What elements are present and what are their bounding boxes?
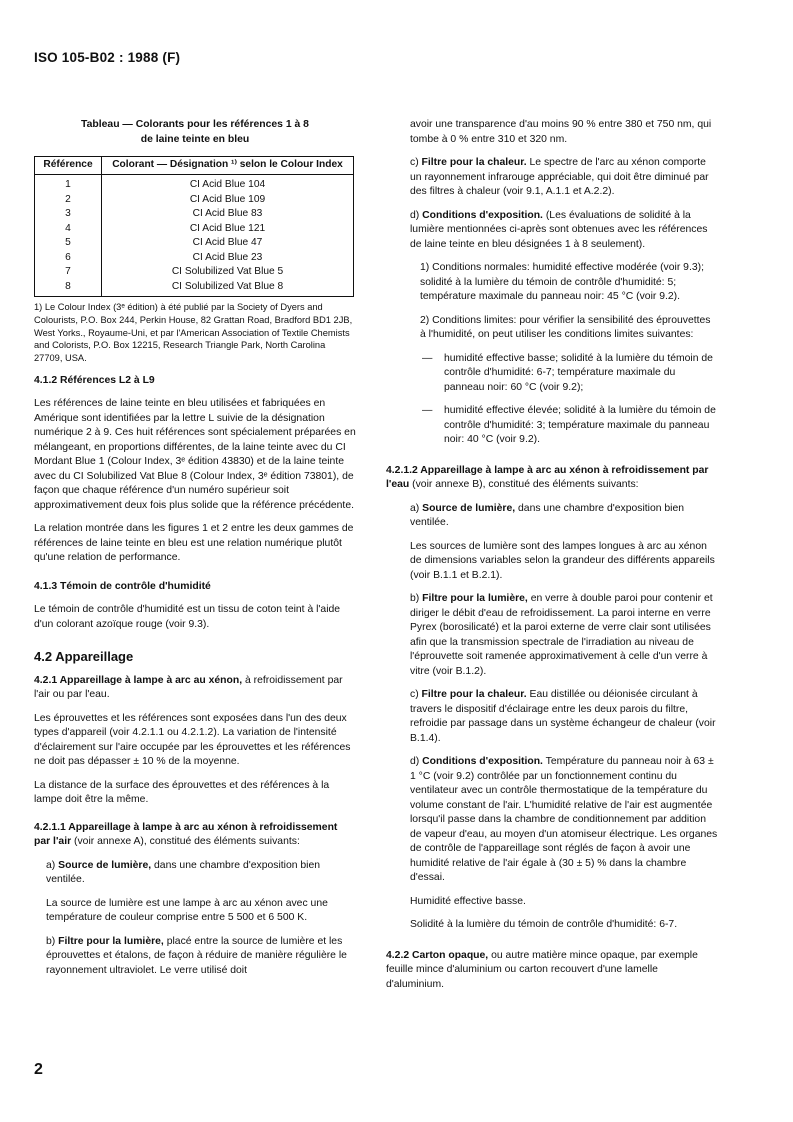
section-4-2-1-1-paragraph — [34, 821, 356, 850]
item-a-paragraph: Les sources de lumière sont des lampes longues à arc au xénon de dimensions variables selon la grandeur des différents appareils (voir B.1.1 et B.2.1). — [410, 540, 715, 581]
item-b-continuation: avoir une transparence d'au moins 90 % entre 380 et 750 nm, qui tombe à 0 % entre 310 et 320 nm. — [410, 119, 712, 145]
table-cell-dye: CI Acid Blue 23 — [102, 251, 354, 266]
table-cell-dye: CI Acid Blue 47 — [102, 236, 354, 251]
table-row — [35, 193, 354, 208]
item-label: b) — [410, 593, 423, 604]
section-4-1-2-title: 4.1.2 Références L2 à L9 — [34, 374, 155, 386]
item-d-paragraph: Humidité effective basse. — [410, 895, 526, 907]
table-cell-dye: CI Acid Blue 104 — [102, 175, 354, 193]
item-a — [398, 502, 718, 531]
dash-text: humidité effective basse; solidité à la lumière du témoin de contrôle d'humidité: 6-7; température maximale du panneau noir: 60 °C (voir 9.2); — [444, 352, 713, 393]
table-caption-line1: Tableau — Colorants pour les références 1 à 8 — [81, 119, 309, 130]
section-4-2-2-text: ou autre matière mince opaque, par exemple feuille mince d'aluminium ou carton recouvert d'une lamelle d'aluminium. — [386, 949, 698, 990]
item-term: Filtre pour la chaleur. — [421, 689, 527, 700]
item-term: Conditions d'exposition. — [422, 756, 543, 767]
table-row — [35, 265, 354, 280]
section-4-2-2-paragraph — [386, 949, 718, 993]
dash-item — [398, 404, 718, 448]
table-cell-dye: CI Acid Blue 121 — [102, 222, 354, 237]
table-caption-line2: de laine teinte en bleu — [140, 133, 250, 145]
document-header: ISO 105-B02 : 1988 (F) — [34, 50, 181, 65]
item-term: Filtre pour la lumière, — [58, 935, 164, 947]
item-term: Filtre pour la chaleur. — [421, 157, 527, 168]
item-label: d) — [410, 756, 423, 767]
table-cell-ref: 4 — [35, 222, 102, 237]
section-4-2-1-1-text: (voir annexe A), constitué des éléments suivants: — [71, 836, 300, 848]
table-header-reference: Référence — [35, 157, 102, 175]
section-4-2-paragraph: Les éprouvettes et les références sont exposées dans l'un des deux types d'appareil (voir 4.2.1.1 ou 4.2.1.2). La variation de l'intensité d'éclairement sur l'aire occupée par les éprouvettes et les références ne doit pas dépasser ± 10 % de la moyenne. — [34, 712, 351, 768]
item-d-paragraph: Solidité à la lumière du témoin de contrôle d'humidité: 6-7. — [410, 919, 678, 930]
item-term: Conditions d'exposition. — [422, 209, 543, 221]
table-caption — [34, 118, 356, 147]
item-d — [398, 755, 718, 886]
item-text: placé entre la source de lumière et les éprouvettes et étalons, de façon à réduire de manière régulière le rayonnement ultraviolet. Le verre utilisé doit — [46, 935, 347, 976]
condition-normal: 1) Conditions normales: humidité effective modérée (voir 9.3); solidité à la lumière du témoin de contrôle d'humidité: 5; température maximale du panneau noir: 45 °C (voir 9.2). — [420, 262, 704, 302]
left-column — [34, 118, 356, 987]
dash-mark: — — [422, 405, 433, 416]
section-4-2-1-2-text: (voir annexe B), constitué des éléments suivants: — [409, 479, 639, 490]
section-4-2-2-title: 4.2.2 Carton opaque, — [386, 949, 489, 961]
item-text: Température du panneau noir à 63 ± 1 °C (voir 9.2) contrôlée par un fonctionnement continu du ventilateur avec un contrôle thermostatique de la température du volume constant de l'air. L'humidité relative de l'air est augmentée lorsqu'il passe dans la chambre de conditionnement par addition de vapeur d'eau, au moyen d'un atomiseur électrique. Les organes de contrôle de l'appareillage sont réglés de façon à avoir une humidité relative de l'air égale à (30 ± 5) % dans la chambre d'essai. — [410, 756, 718, 883]
section-4-2-title: 4.2 Appareillage — [34, 649, 134, 665]
item-term: Source de lumière, — [58, 859, 152, 871]
dash-mark: — — [422, 352, 433, 364]
item-text: Le spectre de l'arc au xénon comporte un rayonnement infrarouge appréciable, qui doit être diminué par des filtres à chaleur (voir 9.1, A.1.1 et A.2.2). — [410, 157, 709, 197]
item-b — [398, 592, 718, 679]
page-number: 2 — [34, 1061, 43, 1078]
item-text: dans une chambre d'exposition bien ventilée. — [410, 502, 685, 528]
item-c — [398, 156, 718, 200]
table-row — [35, 207, 354, 222]
table-cell-dye: CI Solubilized Vat Blue 5 — [102, 265, 354, 280]
item-label: a) — [46, 859, 59, 871]
item-label: a) — [410, 502, 423, 514]
table-cell-dye: CI Acid Blue 83 — [102, 207, 354, 222]
table-cell-ref: 7 — [35, 265, 102, 280]
table-footnote: 1) Le Colour Index (3ᵉ édition) à été publié par la Society of Dyers and Colourists, P.O. Box 244, Perkin House, 82 Grattan Road, Bradford BD1 2JB, West Yorks., Royaume-Uni, et par l'American Association of Textile Chemists and Colorists, P.O. Box 12215, Research Triangle Park, North Carolina 27709, USA. — [34, 302, 353, 364]
section-4-2-paragraph: La distance de la surface des éprouvettes et des références à la lampe doit être la même. — [34, 779, 330, 806]
item-a — [34, 859, 356, 888]
section-4-2-1-1-title: 4.2.1.1 Appareillage à lampe à arc au xénon à refroidissement par l'air — [34, 821, 338, 848]
table-cell-ref: 8 — [35, 280, 102, 297]
section-4-2-1-2-title: 4.2.1.2 Appareillage à lampe à arc au xénon à refroidissement par l'eau — [386, 464, 709, 490]
section-4-2-1-title: 4.2.1 Appareillage à lampe à arc au xénon, — [34, 674, 243, 686]
item-label: c) — [410, 689, 422, 700]
table-cell-ref: 5 — [35, 236, 102, 251]
item-label: b) — [46, 935, 59, 947]
item-a-paragraph: La source de lumière est une lampe à arc au xénon avec une température de couleur comprise entre 5 500 et 6 500 K. — [46, 897, 328, 924]
table-cell-dye: CI Acid Blue 109 — [102, 193, 354, 208]
item-text: Eau distillée ou déionisée circulant à travers le dispositif d'éclairage entre les deux parois du filtre, refroidie par passage dans un système échangeur de chaleur (voir B.1.4). — [410, 689, 716, 744]
table-cell-ref: 1 — [35, 175, 102, 193]
item-c — [398, 688, 718, 746]
table-cell-ref: 2 — [35, 193, 102, 208]
section-4-2-1-2-paragraph — [386, 464, 718, 493]
section-4-2-1-text: à refroidissement par l'air ou par l'eau. — [34, 674, 343, 701]
item-term: Filtre pour la lumière, — [422, 593, 528, 604]
section-4-1-2-paragraph: La relation montrée dans les figures 1 et 2 entre les deux gammes de références de laine teinte en bleu est une relation numérique plutôt qu'une relation de performance. — [34, 523, 354, 564]
table-header-colorant: Colorant — Désignation ¹⁾ selon le Colour Index — [102, 157, 354, 175]
item-label: c) — [410, 157, 422, 168]
item-text: en verre à double paroi pour contenir et diriger le débit d'eau de refroidissement. La paroi interne en verre Pyrex (borosilicaté) et la paroi externe de verre clair sont utilisées afin que la transmission spectrale de l'irradiation au niveau de l'éprouvette soit ramenée approximativement à celle d'un verre à vitre (voir B.1.2). — [410, 593, 713, 677]
table-row — [35, 175, 354, 193]
item-b — [34, 935, 356, 979]
section-4-1-3-paragraph: Le témoin de contrôle d'humidité est un tissu de coton teint à l'aide d'un colorant azoïque rouge (voir 9.3). — [34, 604, 341, 630]
table-cell-ref: 6 — [35, 251, 102, 266]
item-term: Source de lumière, — [422, 502, 516, 514]
table-row — [35, 251, 354, 266]
table-row — [35, 280, 354, 297]
table-row — [35, 236, 354, 251]
item-d — [398, 209, 718, 253]
section-4-1-3-title: 4.1.3 Témoin de contrôle d'humidité — [34, 580, 211, 592]
dash-text: humidité effective élevée; solidité à la lumière du témoin de contrôle d'humidité: 3; température maximale du panneau noir: 40 °C (voir 9.2). — [444, 405, 716, 445]
right-column — [386, 118, 718, 1001]
dash-item — [398, 352, 718, 396]
table-cell-dye: CI Solubilized Vat Blue 8 — [102, 280, 354, 297]
condition-limits: 2) Conditions limites: pour vérifier la sensibilité des éprouvettes à l'humidité, on peut utiliser les conditions limites suivantes: — [420, 314, 711, 340]
table-cell-ref: 3 — [35, 207, 102, 222]
item-text: (Les évaluations de solidité à la lumière mentionnées ci-après sont obtenues avec les références de laine teinte en bleu désignées 1 à 8 seulement). — [410, 209, 708, 250]
colorants-table — [34, 156, 354, 297]
section-4-1-2-paragraph: Les références de laine teinte en bleu utilisées et fabriquées en Amérique sont identifiées par la lettre L suivie de la désignation numérique 2 à 9. Ces huit références sont spécialement préparées en mélangeant, en proportions différentes, de la laine teinte avec du CI Mordant Blue 1 (Colour Index, 3ᵉ édition 43830) et de la laine teinte avec du CI Solubilized Vat Blue 8 (Colour Index, 3ᵉ édition 73801), de façon que chaque référence d'un numéro supérieur soit approximativement deux fois plus solide que la référence précédente. — [34, 398, 356, 511]
section-4-2-1-paragraph — [34, 674, 356, 703]
table-row — [35, 222, 354, 237]
item-text: dans une chambre d'exposition bien ventilée. — [46, 859, 321, 886]
item-label: d) — [410, 209, 423, 221]
